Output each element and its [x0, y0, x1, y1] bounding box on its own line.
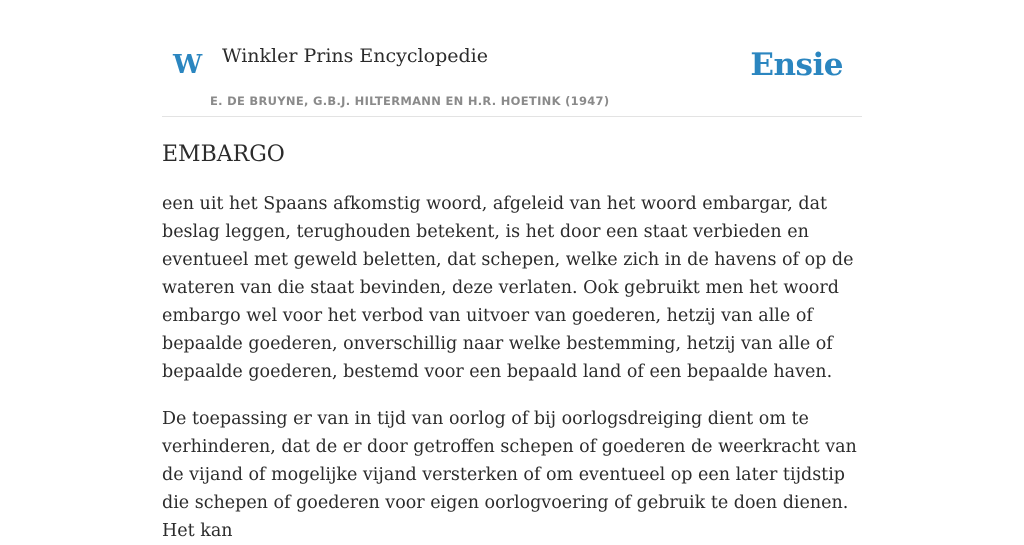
entry-paragraph-1: een uit het Spaans afkomstig woord, afgeleid van het woord embargar, dat beslag leggen, terughouden betekent, is het door een staat verbieden en eventueel met geweld beletten, dat schepen, welke zich in de havens of op de wateren van die staat bevinden, deze verlaten. Ook gebruikt men het woord embargo wel voor het verbod van uitvoer van goederen, hetzij van alle of bepaalde goederen, onverschillig naar welke bestemming, hetzij van alle of bepaalde goederen, bestemd voor een bepaald land of een bepaalde haven. — [162, 194, 854, 383]
page-container — [162, 0, 862, 545]
entry-paragraph-2: De toepassing er van in tijd van oorlog of bij oorlogsdreiging dient om te verhinderen, dat de er door getroffen schepen of goederen de weerkracht van de vijand of mogelijke vijand versterken of om eventueel op een later tijdstip die schepen of goederen voor eigen oorlogvoering of gebruik te doen dienen. Het kan — [162, 409, 857, 542]
encyclopedia-title[interactable]: Winkler Prins Encyclopedie — [222, 45, 488, 67]
authors-line: E. DE BRUYNE, G.B.J. HILTERMANN EN H.R. HOETINK (1947) — [210, 94, 610, 108]
entry-title: EMBARGO — [162, 142, 285, 167]
encyclopedia-logo-icon[interactable]: W — [173, 50, 203, 80]
ensie-logo[interactable]: Ensie — [750, 47, 843, 83]
header — [162, 0, 862, 117]
